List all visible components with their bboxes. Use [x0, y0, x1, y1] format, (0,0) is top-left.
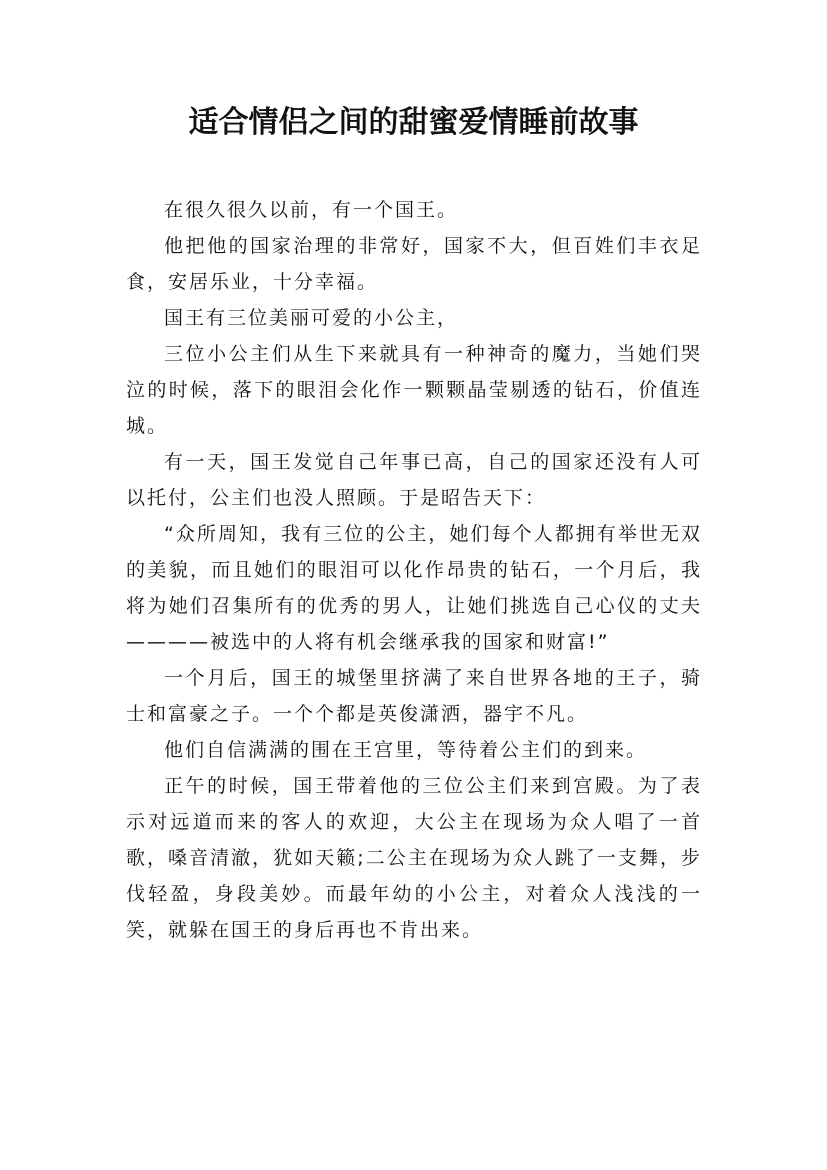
paragraph-6: “众所周知，我有三位的公主，她们每个人都拥有举世无双的美貌，而且她们的眼泪可以化作昂贵的钻石，一个月后，我将为她们召集所有的优秀的男人，让她们挑选自己心仪的丈夫————被选中的人将有机会继承我的国家和财富!”: [126, 523, 702, 653]
paragraph-3: 国王有三位美丽可爱的小公主，: [164, 307, 459, 329]
paragraph-4: 三位小公主们从生下来就具有一种神奇的魔力，当她们哭泣的时候，落下的眼泪会化作一颗颗晶莹剔透的钻石，价值连城。: [126, 343, 702, 437]
document-body: [126, 192, 702, 948]
paragraph-9: 正午的时候，国王带着他的三位公主们来到宫殿。为了表示对远道而来的客人的欢迎，大公主在现场为众人唱了一首歌，嗓音清澈，犹如天籁;二公主在现场为众人跳了一支舞，步伐轻盈，身段美妙。而最年幼的小公主，对着众人浅浅的一笑，就躲在国王的身后再也不肯出来。: [126, 775, 702, 941]
paragraph-1: 在很久很久以前，有一个国王。: [164, 199, 459, 221]
paragraph-5: 有一天，国王发觉自己年事已高，自己的国家还没有人可以托付，公主们也没人照顾。于是昭告天下：: [126, 451, 702, 509]
paragraph-7: 一个月后，国王的城堡里挤满了来自世界各地的王子，骑士和富豪之子。一个个都是英俊潇洒，器宇不凡。: [126, 667, 702, 725]
paragraph-8: 他们自信满满的围在王宫里，等待着公主们的到来。: [164, 739, 648, 761]
paragraph-2: 他把他的国家治理的非常好，国家不大，但百姓们丰衣足食，安居乐业，十分幸福。: [126, 235, 702, 293]
document-title: 适合情侣之间的甜蜜爱情睡前故事: [188, 105, 639, 140]
